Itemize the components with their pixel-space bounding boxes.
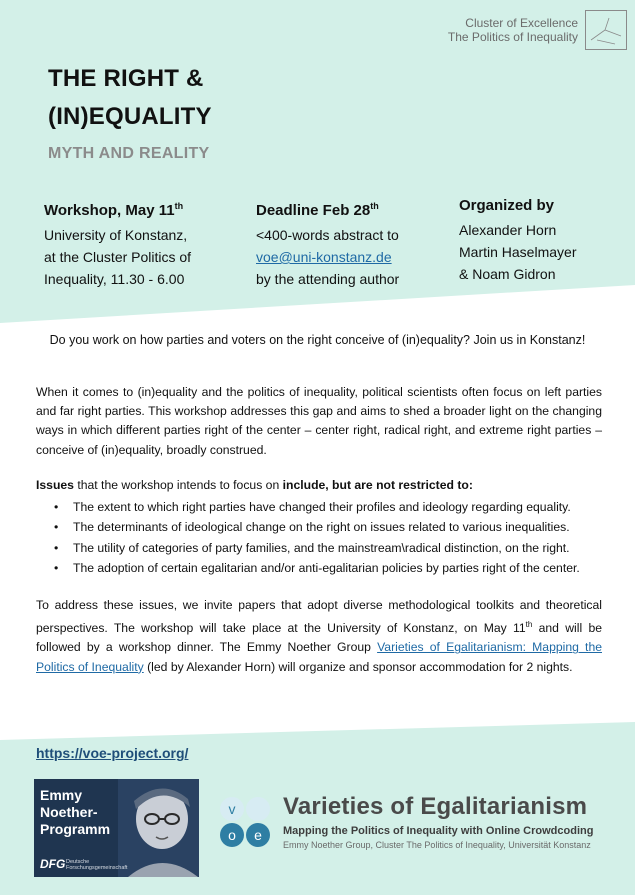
deadline-line: by the attending author	[256, 271, 400, 287]
voe-title: Varieties of Egalitarianism	[283, 793, 588, 820]
organizer-name: Martin Haselmayer	[459, 244, 577, 260]
dfg-logo: DFG	[40, 857, 66, 871]
title-line-2: (IN)EQUALITY	[48, 103, 212, 130]
workshop-line: University of Konstanz,	[44, 227, 188, 243]
cluster-mark-icon	[585, 10, 627, 50]
workshop-line: Inequality, 11.30 - 6.00	[44, 271, 185, 287]
emmy-noether-logo	[34, 779, 199, 877]
dfg-subtitle: Deutsche Forschungsgemeinschaft	[66, 859, 128, 871]
bullet-icon: •	[54, 540, 59, 555]
cluster-logo-text	[400, 16, 578, 44]
bullet-icon: •	[54, 561, 59, 576]
organizer-name: & Noam Gidron	[459, 266, 556, 282]
organizers-heading: Organized by	[459, 197, 555, 214]
cluster-line-2: The Politics of Inequality	[447, 30, 578, 44]
group-link[interactable]: Varieties of Egalitarianism: Mapping the Politics of Inequality	[36, 640, 602, 674]
intro-paragraph: When it comes to (in)equality and the politics of inequality, political scientists often focus on left parties and far right parties. This workshop addresses this gap and aims to shed a broader light on the changing ways in which different parties right of the center – center right, radical right, and extreme right parties – conceive of (in)equality, broadly construed.	[36, 385, 602, 457]
voe-letter-e: e	[254, 827, 262, 843]
voe-logo-icon	[218, 795, 274, 851]
title-line-1: THE RIGHT &	[48, 65, 204, 92]
organizer-name: Alexander Horn	[459, 222, 557, 238]
voe-credit: Emmy Noether Group, Cluster The Politics of Inequality, Universität Konstanz	[283, 840, 591, 850]
voe-subtitle: Mapping the Politics of Inequality with Online Crowdcoding	[283, 825, 594, 837]
workshop-column	[44, 195, 244, 290]
deadline-column	[256, 195, 446, 290]
invitation-paragraph: To address these issues, we invite papers that adopt diverse methodological toolkits and theoretical perspectives. The workshop will take place at the University of Konstanz, on May 11th and will be followed by a workshop dinner. The Emmy Noether Group Varieties of Egalitarianism: Mapping the Politics of Inequality (led by Alexander Horn) will organize and sponsor accommodation for 2 nights.	[36, 598, 602, 674]
organizers-column	[459, 195, 629, 285]
emmy-title: Emmy Noether- Programm	[40, 787, 111, 837]
subtitle: MYTH AND REALITY	[48, 145, 210, 162]
workshop-line: at the Cluster Politics of	[44, 249, 192, 265]
bullet-icon: •	[54, 500, 59, 514]
list-item: • The extent to which right parties have changed their profiles and ideology regarding equality.	[54, 497, 614, 517]
issues-intro: Issues that the workshop intends to focus on include, but are not restricted to:	[36, 478, 473, 492]
issues-list	[54, 497, 614, 579]
workshop-heading: Workshop, May 11th	[44, 201, 184, 219]
voe-letter-v: v	[228, 801, 236, 817]
list-item: • The utility of categories of party families, and the mainstream\radical distinction, on the right.	[54, 538, 614, 558]
list-item: • The determinants of ideological change on the right on issues related to various inequalities.	[54, 517, 614, 537]
deadline-line: <400-words abstract to	[256, 227, 399, 243]
deadline-heading: Deadline Feb 28th	[256, 201, 379, 219]
cluster-line-1: Cluster of Excellence	[465, 16, 578, 30]
callout-question: Do you work on how parties and voters on the right conceive of (in)equality? Join us in Konstanz!	[49, 333, 586, 347]
list-item: • The adoption of certain egalitarian and/or anti-egalitarian policies by parties right of the center.	[54, 558, 614, 578]
portrait-icon	[118, 779, 199, 877]
email-link[interactable]: voe@uni-konstanz.de	[256, 249, 392, 265]
project-url-link[interactable]: https://voe-project.org/	[36, 745, 189, 761]
bullet-icon: •	[54, 520, 59, 535]
voe-letter-o: o	[228, 827, 236, 843]
